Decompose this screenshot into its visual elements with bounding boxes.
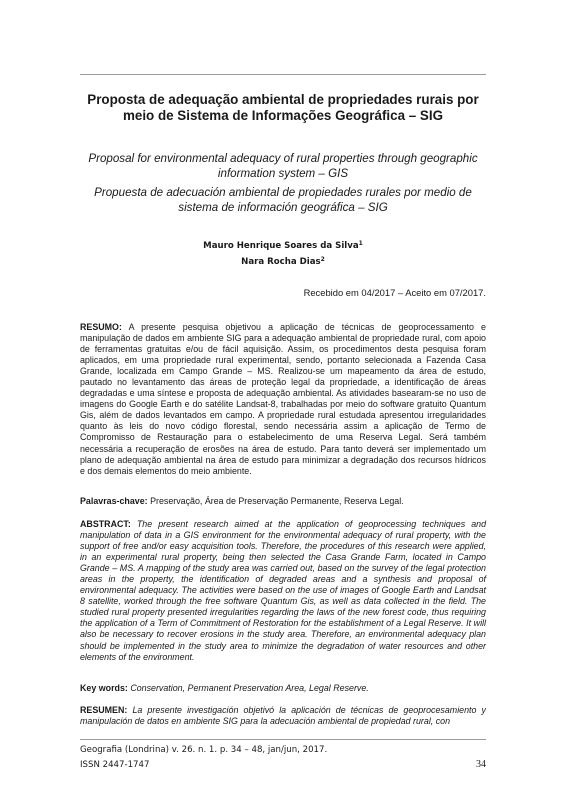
resumen-text: La presente investigación objetivó la aplicación de técnicas de geoprocesamiento y manipulación de datos en ambiente SIG para la adecuación ambiental de propiedad rural, con [80, 705, 486, 727]
header-rule [80, 74, 486, 75]
palavras-chave-paragraph [80, 496, 486, 507]
author-1 [80, 237, 486, 253]
palavras-chave-label: Palavras-chave: [80, 496, 148, 506]
footer-rule [80, 739, 486, 740]
palavras-chave-text: Preservação, Área de Preservação Permanente, Reserva Legal. [150, 496, 404, 506]
author-footnote-mark: 1 [358, 240, 363, 247]
author-2 [80, 253, 486, 269]
keywords-text: Conservation, Permanent Preservation Area, Legal Reserve. [130, 683, 369, 693]
abstract-paragraph [80, 519, 486, 663]
resumo-paragraph [80, 322, 486, 477]
author-list [80, 237, 486, 269]
keywords-paragraph [80, 683, 486, 694]
footer-issn-line [80, 759, 486, 771]
keywords-label: Key words: [80, 683, 128, 693]
resumen-label: RESUMEN: [80, 705, 128, 715]
resumo-text: A presente pesquisa objetivou a aplicação de técnicas de geoprocessamento e manipulação de dados em ambiente SIG para a adequação ambiental de propriedade rural, com apoio de ferramentas gratuitas e/ou de fácil aquisição. Assim, os procedimentos desta pesquisa foram aplicados, em uma propriedade rural experimental, sendo, portanto selecionada a Fazenda Casa Grande, localizada em Campo Grande – MS. Realizou-se um mapeamento da área de estudo, pautado no levantamento das áreas de proteção legal da propriedade, a identificação de áreas degradadas e uma síntese e proposta de adequação ambiental. As atividades basearam-se no uso de imagens do Google Earth e do satélite Landsat-8, trabalhadas por meio do software gratuito Quantum Gis, além de dados levantados em campo. A propriedade rural estudada apresentou irregularidades quanto às leis do novo código florestal, sendo necessária assim a aplicação de Termo de Compromisso de Restauração para o estabelecimento de uma Reserva Legal. Será também necessária a recuperação de erosões na área de estudo. Para tanto deverá ser implementado um plano de adequação ambiental na área de estudo para minimizar a degradação dos recursos hídricos e dos demais elementos do meio ambiente. [80, 322, 486, 476]
abstract-text: The present research aimed at the application of geoprocessing techniques and manipulation of data in a GIS environment for the environmental adequacy of rural property, with the support of free and/or easy acquisition tools. Therefore, the procedures of this research were applied, in an experimental rural property, being then selected the Casa Grande Farm, located in Campo Grande – MS. A mapping of the study area was carried out, based on the survey of the legal protection areas in the property, the identification of degraded areas and a synthesis and proposal of environmental adequacy. The activities were based on the use of images of Google Earth and Landsat 8 satellite, worked through the free software Quantum Gis, as well as data collected in the field. The studied rural property presented irregularities regarding the laws of the new forest code, thus requiring the application of a Term of Commitment of Restoration for the establishment of a Legal Reserve. It will also be necessary to recover erosions in the study area. Therefore, an environmental adequacy plan should be implemented in the study area to minimize the degradation of water resources and other elements of the environment. [80, 519, 487, 662]
issn: ISSN 2447-1747 [80, 760, 150, 770]
journal-citation: Geografia (Londrina) v. 26. n. 1. p. 34 – 48, jan/jun, 2017. [80, 745, 328, 755]
received-accepted-dates: Recebido em 04/2017 – Aceito em 07/2017. [303, 287, 486, 298]
spanish-title: Propuesta de adecuación ambiental de propiedades rurales por medio de sistema de información geográfica – SIG [94, 186, 472, 214]
author-footnote-mark: 2 [320, 256, 325, 263]
resumo-label: RESUMO: [80, 322, 122, 332]
abstract-label: ABSTRACT: [80, 519, 131, 529]
article-title: Proposta de adequação ambiental de propriedades rurais por meio de Sistema de Informações Geográfica – SIG [87, 92, 479, 123]
author-name: Mauro Henrique Soares da Silva [203, 241, 359, 251]
author-name: Nara Rocha Dias [241, 257, 321, 267]
english-title: Proposal for environmental adequacy of rural properties through geographic information system – GIS [88, 152, 478, 180]
page-number: 34 [476, 759, 486, 770]
resumen-paragraph [80, 705, 486, 727]
